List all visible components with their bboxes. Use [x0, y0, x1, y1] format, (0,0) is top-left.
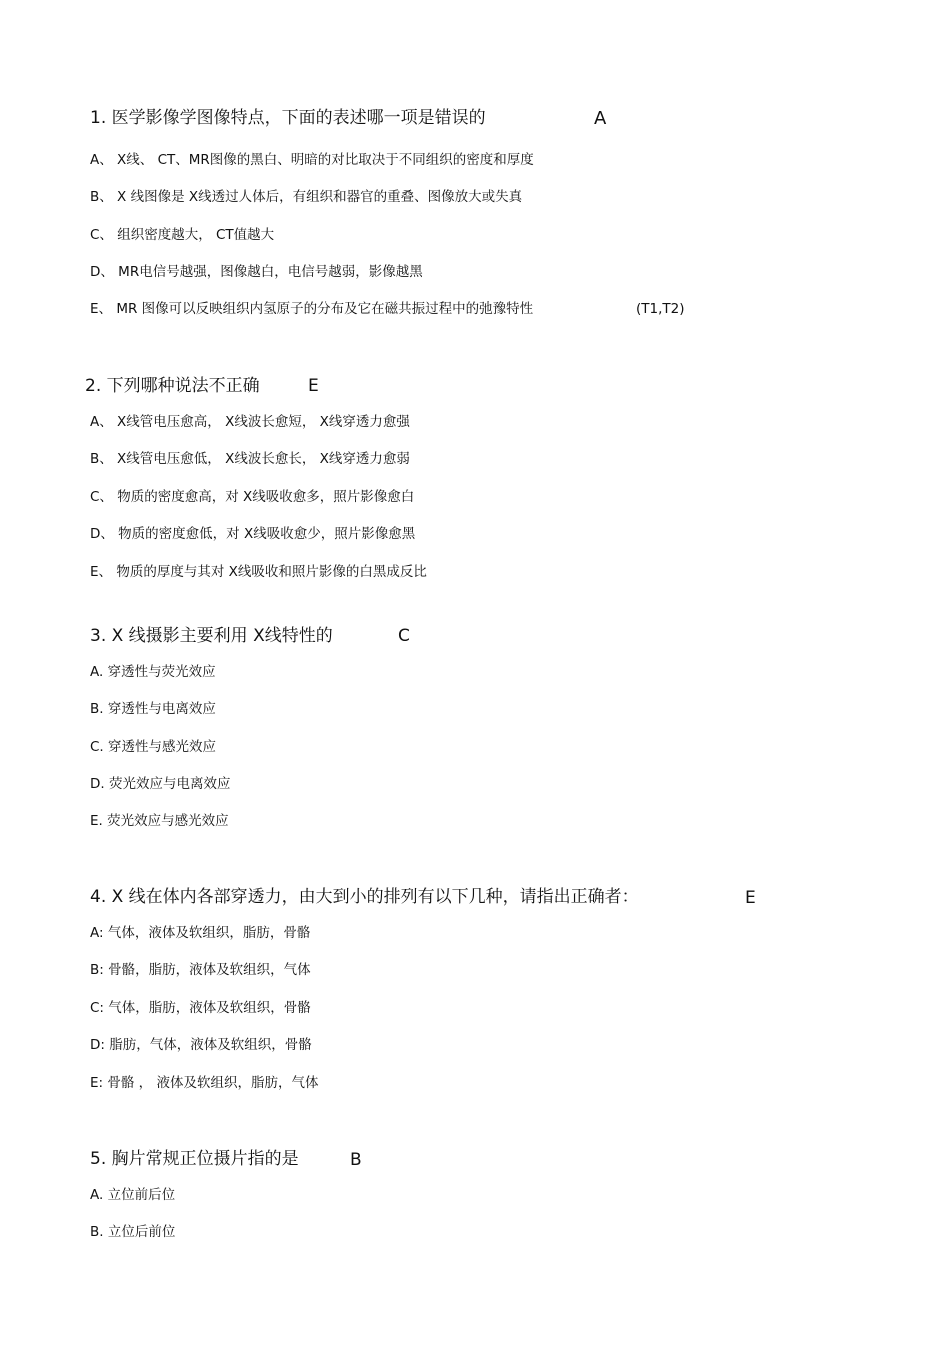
question-4-answer: E	[745, 888, 756, 908]
question-4-option-e: E: 骨骼 ， 液体及软组织，脂肪，气体	[90, 1075, 319, 1091]
question-5-option-a: A. 立位前后位	[90, 1187, 176, 1203]
question-5-title: 5. 胸片常规正位摄片指的是	[90, 1149, 299, 1169]
question-3-option-a: A. 穿透性与荧光效应	[90, 664, 216, 680]
question-1-option-b: B、 X 线图像是 X线透过人体后，有组织和器官的重叠、图像放大或失真	[90, 189, 523, 205]
question-1-option-e: E、 MR 图像可以反映组织内氢原子的分布及它在磁共振过程中的弛豫特性	[90, 301, 534, 317]
question-2-option-c: C、 物质的密度愈高，对 X线吸收愈多，照片影像愈白	[90, 489, 415, 505]
question-3-title: 3. X 线摄影主要利用 X线特性的	[90, 626, 333, 646]
question-2-title: 2. 下列哪种说法不正确	[85, 376, 260, 396]
question-1-title: 1. 医学影像学图像特点，下面的表述哪一项是错误的	[90, 108, 486, 128]
question-2-answer: E	[308, 376, 319, 396]
question-5-answer: B	[350, 1150, 362, 1170]
question-2-option-e: E、 物质的厚度与其对 X线吸收和照片影像的白黑成反比	[90, 564, 427, 580]
question-3-option-d: D. 荧光效应与电离效应	[90, 776, 231, 792]
question-1-option-a: A、 X线、 CT、MR图像的黑白、明暗的对比取决于不同组织的密度和厚度	[90, 152, 534, 168]
question-2-option-d: D、 物质的密度愈低，对 X线吸收愈少，照片影像愈黑	[90, 526, 416, 542]
question-1-note: (T1,T2)	[636, 301, 685, 317]
question-4-option-d: D: 脂肪，气体，液体及软组织，骨骼	[90, 1037, 312, 1053]
question-3-option-c: C. 穿透性与感光效应	[90, 739, 217, 755]
question-1-option-d: D、 MR电信号越强，图像越白，电信号越弱，影像越黑	[90, 264, 423, 280]
question-3-option-b: B. 穿透性与电离效应	[90, 701, 216, 717]
question-4-title: 4. X 线在体内各部穿透力，由大到小的排列有以下几种，请指出正确者：	[90, 887, 639, 907]
question-5-option-b: B. 立位后前位	[90, 1224, 176, 1240]
question-4-option-a: A: 气体，液体及软组织，脂肪，骨骼	[90, 925, 311, 941]
question-4-option-b: B: 骨骼，脂肪，液体及软组织，气体	[90, 962, 311, 978]
question-1-answer: A	[594, 108, 607, 129]
question-2-option-b: B、 X线管电压愈低， X线波长愈长， X线穿透力愈弱	[90, 451, 410, 467]
question-2-option-a: A、 X线管电压愈高， X线波长愈短， X线穿透力愈强	[90, 414, 410, 430]
question-4-option-c: C: 气体，脂肪，液体及软组织，骨骼	[90, 1000, 311, 1016]
question-1-option-c: C、 组织密度越大， CT值越大	[90, 227, 275, 243]
question-3-option-e: E. 荧光效应与感光效应	[90, 813, 229, 829]
question-3-answer: C	[398, 626, 410, 646]
